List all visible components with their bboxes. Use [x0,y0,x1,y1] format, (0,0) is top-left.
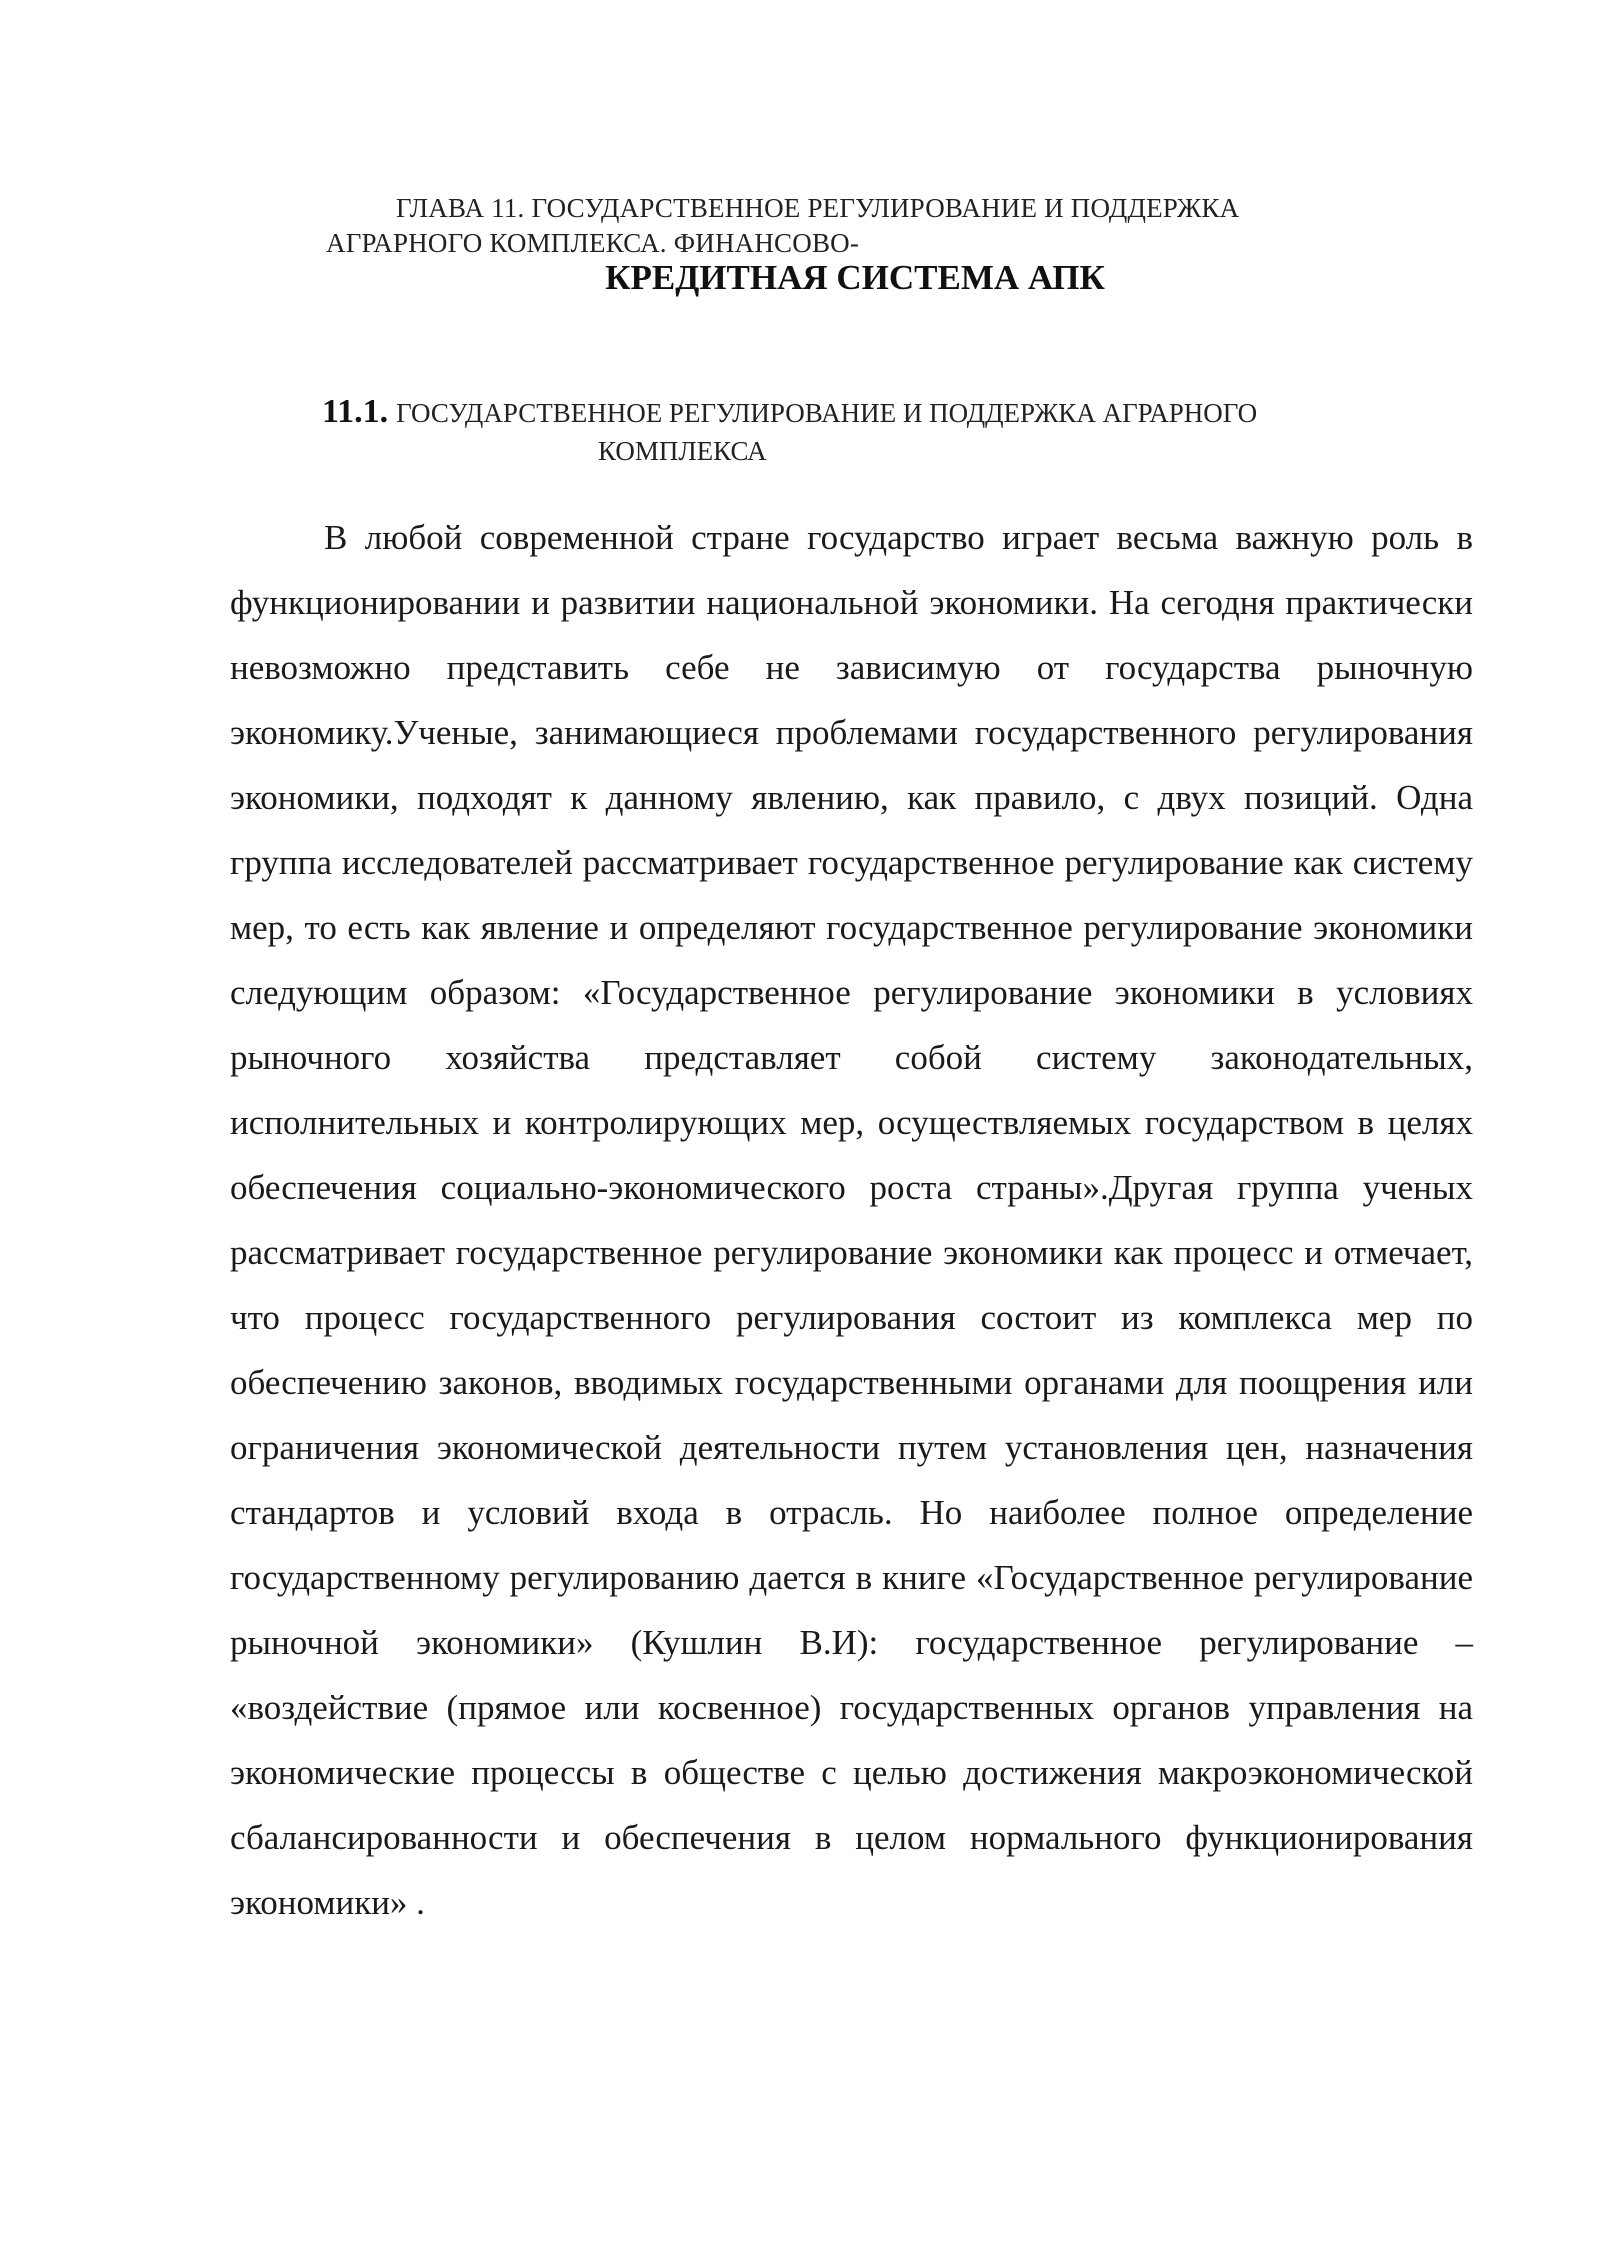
chapter-title-line-1: ГЛАВА 11. ГОСУДАРСТВЕННОЕ РЕГУЛИРОВАНИЕ И ПОДДЕРЖКА [396,193,1240,223]
chapter-title-line-2: АГРАРНОГО КОМПЛЕКСА. ФИНАНСОВО- [326,228,860,258]
section-heading [322,393,1257,431]
body-paragraph: В любой современной стране государство играет весьма важную роль в функционировании и развитии национальной экономики. На сегодня практически невозможно представить себе не зависимую от государства рыночную экономику.Ученые, занимающиеся проблемами государственного регулирования экономики, подходят к данному явлению, как правило, с двух позиций. Одна группа исследователей рассматривает государственное регулирование как систему мер, то есть как явление и определяют государственное регулирование экономики следующим образом: «Государственное регулирование экономики в условиях рыночного хозяйства представляет собой систему законодательных, исполнительных и контролирующих мер, осуществляемых государством в целях обеспечения социально-экономического роста страны».Другая группа ученых рассматривает государственное регулирование экономики как процесс и отмечает, что процесс государственного регулирования состоит из комплекса мер по обеспечению законов, вводимых государственными органами для поощрения или ограничения экономической деятельности путем установления цен, назначения стандартов и условий входа в отрасль. Но наиболее полное определение государственному регулированию дается в книге «Государственное регулирование рыночной экономики» (Кушлин В.И): государственное регулирование – «воздействие (прямое или косвенное) государственных органов управления на экономические процессы в обществе с целью достижения макроэкономической сбалансированности и обеспечения в целом нормального функционирования экономики» . [230,518,1473,1922]
section-title-line-1: ГОСУДАРСТВЕННОЕ РЕГУЛИРОВАНИЕ И ПОДДЕРЖКА АГРАРНОГО [396,398,1258,428]
section-title-line-2: КОМПЛЕКСА [598,436,767,466]
chapter-title-bold: КРЕДИТНАЯ СИСТЕМА АПК [605,258,1105,297]
section-number: 11.1. [322,393,389,430]
